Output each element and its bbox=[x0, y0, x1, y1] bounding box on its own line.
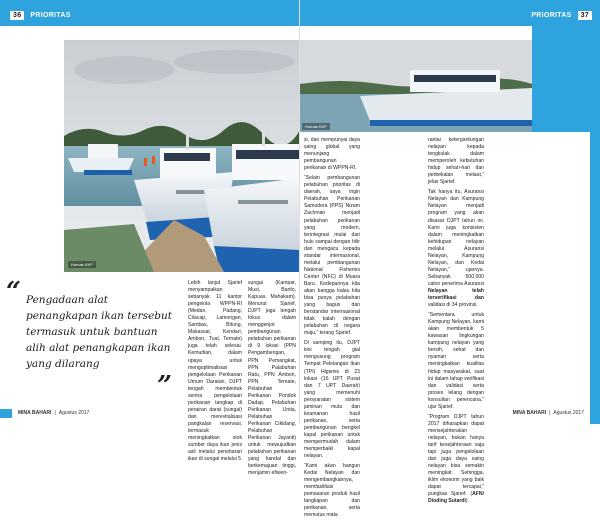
boats-photo bbox=[64, 40, 300, 272]
paragraph: “Sementara untuk Kampung Nelayan, kami akan membentuk 5 kawasan lingkungan kampung nelayan yang bersih, sehat dan nyaman serta meningkatkan kualitas hidup masyarakat, saat ini dalam tahap verifikasi dan validasi serta proses lelang dengan konsultan perencana,” ujar Sjarief. bbox=[428, 312, 484, 410]
paragraph-bold-text: Nelayan telah terverifikasi dan bbox=[428, 287, 484, 302]
right-footer bbox=[513, 410, 584, 416]
close-quote-mark: ” bbox=[157, 371, 172, 401]
paragraph-text: Tak hanya itu, Asuransi Nelayan dan Kampung Nelayan menjadi program yang akan disasar DJPT tahun ini. Kami juga konsisten dalam meningkatkan kehidupan nelayan melalui Asuransi Nelayan, Kampung Nelayan, dan Kedai Nelayan,” ujarnya. Sebanyak 500.000 calon penerima Asuransi bbox=[428, 189, 484, 287]
pull-quote bbox=[6, 277, 176, 401]
right-page-column-2 bbox=[428, 137, 484, 508]
left-page-column-2 bbox=[248, 280, 296, 480]
pull-quote-text: Pengadaan alat penangkapan ikan tersebut termasuk untuk bantuan alih alat penangkapan ikan yang dilarang bbox=[26, 294, 172, 370]
right-page-column-1 bbox=[304, 137, 360, 522]
right-page bbox=[300, 0, 600, 519]
right-section-label: PRIORITAS bbox=[525, 10, 577, 21]
paragraph bbox=[428, 189, 484, 309]
left-page-column-1 bbox=[188, 280, 242, 466]
footer-separator: | bbox=[549, 410, 551, 416]
paragraph: sungai (Kampar, Musi, Barito, Kapuas, Mahakam). Menurut Sjarief, DJPT juga tengah fokus dalam menggenjot pembangunan pelabuhan perikanan di 9 lokasi (PPN Pengambengan, PPN Pemangkat, PPN Palabuhan Ratu, PPN Ambon, PPN Ternate, Pelabuhan Perikanan Pondok Dadap, Pelabuhan Perikanan Untia, Pelabuhan Perikanan Cikidang, Pelabuhan Perikanan Jayanti) untuk mewujudkan pelabuhan perikanan yang handal dan berkemajuan tinggi, menjamin efisien- bbox=[248, 280, 296, 477]
paragraph-text: “Program DJPT tahun 2017 diharapkan dapat mensejahterakan nelayan, bukan hanya tarif kesejahteraan saja tapi juga pengelolaan dan juga daya saing nelayan bisa semakin meningkat. Sehingga, iklim ekonomi yang baik dapat tercapai,” pungkas Sjarief. ( bbox=[428, 413, 484, 498]
left-footer bbox=[18, 410, 89, 416]
left-page bbox=[0, 0, 300, 477]
magazine-name: MINA BAHARI bbox=[512, 410, 547, 416]
paragraph: “Kami akan bangun Kedai Nelayan dan mengembangkannya, memfasilitasi pemasaran produk hasil tangkapan dan perikanan, serta memutus mata bbox=[304, 463, 360, 519]
right-photo-caption: Humas KKP bbox=[302, 123, 330, 130]
magazine-name: MINA BAHARI bbox=[18, 410, 52, 416]
paragraph: “Selain pembangunan pelabuhan prioritas di daerah, saya ingin Pelabuhan Perikanan Samudera (PPS) Nizam Zachman menjadi pelabuhan perikanan yang modern, terintegrasi mulai dari hulu sampai dengan hilir dan mengacu kepada standar internasional, melalui pembangunan National Fisheries Center (NFC) di Muara Baru. Kedepannya kita akan bangga kalau kita bisa punya pelabuhan yang bagus dan berstandar internasional tidak kalah dengan pelabuhan di negara maju,” terang Sjarief. bbox=[304, 175, 360, 337]
left-page-number: 36 bbox=[10, 11, 24, 20]
left-footer-bar bbox=[0, 409, 12, 418]
boat-right-illustration bbox=[300, 40, 532, 132]
right-page-header bbox=[525, 8, 592, 22]
boats-illustration bbox=[64, 40, 300, 272]
paragraph: Lebih lanjut Sjarief menyampaikan sebanyak 11 kantor pengelola WPPN-RI (Medan, Padang, Cilacap, Lamongan, Sambas, Bitung, Makassar, Kendari, Ambon, Tual, Ternate) juga telah selesai. Kemudian, dalam upaya untuk mengoptimalisasi pengelolaan Perikanan Umum Daratan, DJPT tengah membentuk sentra pengelolaan perikanan tangkap di perairan darat (sungai) dan merevitalisasi pangkalan reservasi, termasuk meningkatkan stok sumber daya ikan jenis asli melalui penebaran ikan di sungai melalui 5 bbox=[188, 280, 242, 463]
left-margin bbox=[0, 26, 64, 272]
paragraph bbox=[428, 414, 484, 506]
paragraph-text: validasi di 34 provinsi. bbox=[428, 302, 478, 309]
left-page-header bbox=[10, 8, 77, 22]
left-photo-caption: Humas KKP bbox=[68, 261, 96, 268]
open-quote-mark: “ bbox=[6, 277, 21, 307]
right-page-number: 37 bbox=[578, 11, 592, 20]
author-credit: AFN/ Dioding Sutardi bbox=[428, 491, 484, 505]
boat-photo-right bbox=[300, 40, 532, 132]
issue-date: Agustus 2017 bbox=[553, 410, 584, 416]
left-section-label: PRIORITAS bbox=[24, 10, 76, 21]
footer-separator: | bbox=[54, 410, 56, 416]
issue-date: Agustus 2017 bbox=[58, 410, 90, 416]
paragraph-text: ) bbox=[465, 498, 468, 505]
right-edge-bar bbox=[590, 132, 600, 424]
right-accent-block bbox=[532, 26, 600, 132]
paragraph: rantai ketergantungan nelayan kepada tengkulak dalam memperoleh kebutuhan hidup sehari-hari dan perbekalan melaut,” jelas Sjarief. bbox=[428, 137, 484, 186]
paragraph: Di samping itu, DJPT kini tengah gial mengusung program Tempat Pelelangan Ikan (TPI) Higienis di 23 lokasi (16 UPT Pusat dan 7 UPT Daerah) yang memenuhi persyaratan sistem jaminan mutu dan keamanan hasil perikanan, serta pembangunan bengkel kapal perikanan untuk mempermudah dalam memperbaiki kapal nelayan. bbox=[304, 340, 360, 460]
paragraph: si, dan mempunyai daya saing global yang menunjang pembangunan perikanan di WPPN-RI. bbox=[304, 137, 360, 172]
